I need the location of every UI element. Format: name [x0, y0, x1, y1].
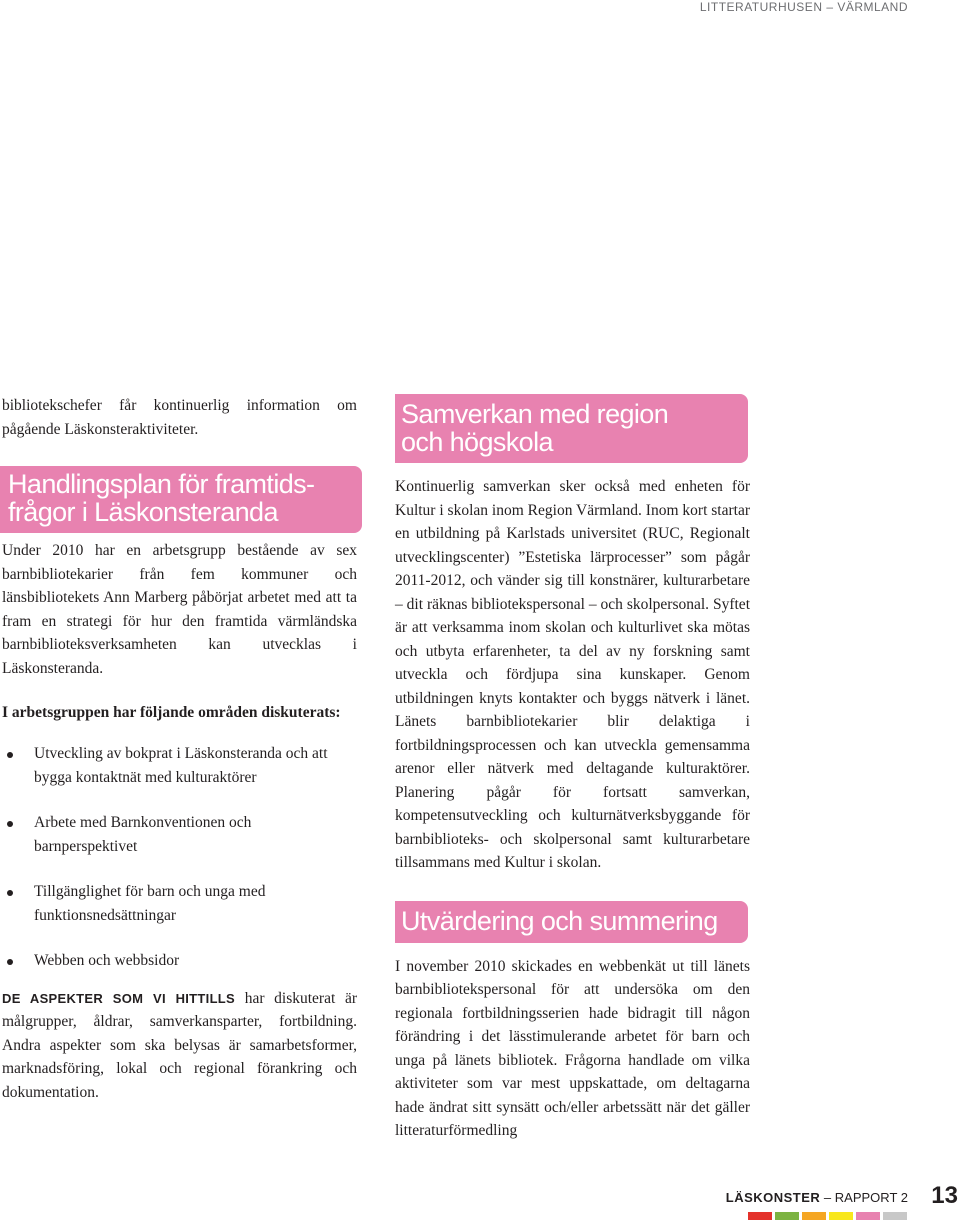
closing-text: har diskuterat är målgrupper, åldrar, samverkansparter, fortbildning. Andra aspekter som ska belysas är samarbetsformer, marknadsföring, lokal och regional förankring och dokumentation.	[2, 989, 357, 1101]
closing-paragraph	[2, 987, 357, 1105]
samverkan-paragraph: Kontinuerlig samverkan sker också med enheten för Kultur i skolan inom Region Värmland. Inom kort startar en utbildning på Karlstads universitet (RUC, Regionalt utvecklingscenter) ”Estetiska lärprocesser” som pågår 2011-2012, och vänder sig till konstnärer, kulturarbetare – dit räknas bibliotekspersonal – och skolpersonal. Syftet är att verksamma inom skolan och kulturlivet ska mötas och utbyta erfarenheter, ta del av ny forskning samt utveckla och fördjupa sina kunskaper. Genom utbildningen knyts kontakter och byggs nätverk i länet. Länets barnbibliotekarier blir delaktiga i fortbildningsprocessen och kan utveckla gemensamma arenor eller nätverk med deltagande kulturaktörer. Planering pågår för fortsatt samverkan, kompetensutveckling och kulturnätverksbyggande för barnbiblioteks- och skolpersonal samt kulturarbetare tillsammans med Kultur i skolan.	[395, 478, 750, 871]
running-header: LITTERATURHUSEN – VÄRMLAND	[699, 0, 908, 14]
bullet-icon	[7, 821, 13, 827]
list-item	[2, 949, 357, 973]
color-stripe-segment	[856, 1212, 880, 1220]
list-item-text: Webben och webbsidor	[34, 952, 180, 969]
handlingsplan-paragraph: Under 2010 har en arbetsgrupp bestående av sex barnbibliotekarier från fem kommuner och länsbibliotekets Ann Marberg påbörjat arbetet med att ta fram en strategi för hur den framtida värmländska barnbiblioteksverksamheten kan utvecklas i Läskonsteranda.	[2, 542, 357, 677]
intro-paragraph: bibliotekschefer får kontinuerlig information om pågående Läskonsteraktiviteter.	[2, 397, 357, 438]
list-item-text: Arbete med Barnkonventionen och barnperspektivet	[34, 814, 252, 855]
left-column	[2, 394, 357, 1104]
heading-line: Samverkan med region	[401, 399, 669, 429]
footer-brand: LÄSKONSTER	[725, 1190, 821, 1205]
bullet-lead: I arbetsgruppen har följande områden diskuterats:	[2, 704, 341, 721]
footer	[726, 1190, 908, 1205]
page-number: 13	[931, 1182, 958, 1209]
color-stripe-segment	[883, 1212, 907, 1220]
list-item	[2, 880, 357, 927]
color-stripe-segment	[802, 1212, 826, 1220]
list-item-text: Tillgänglighet för barn och unga med funktionsnedsättningar	[34, 883, 266, 924]
footer-dash: –	[820, 1190, 835, 1205]
section-heading-samverkan	[395, 394, 748, 463]
heading-line: Handlingsplan för framtids-	[8, 469, 315, 499]
list-item	[2, 742, 357, 789]
list-item	[2, 811, 357, 858]
section-heading-utvardering: Utvärdering och summering	[395, 901, 748, 943]
closing-caps: DE ASPEKTER SOM VI HITTILLS	[2, 990, 236, 1006]
bullet-icon	[7, 752, 13, 758]
bullet-icon	[7, 959, 13, 965]
color-stripe-segment	[775, 1212, 799, 1220]
utvardering-paragraph: I november 2010 skickades en webbenkät ut till länets barnbibliotekspersonal för att undersöka om den regionala fortbildningsserien hade bidragit till någon förändring i det lässtimulerande arbetet för barn och unga på länets bibliotek. Frågorna handlade om vilka aktiviteter som var mest uppskattade, om deltagarna hade ändrat sitt synsätt och/eller arbetssätt när det gäller litteraturförmedling	[395, 957, 750, 1139]
color-stripe-segment	[829, 1212, 853, 1220]
color-stripe-segment	[748, 1212, 772, 1220]
section-heading-handlingsplan	[0, 466, 362, 533]
heading-line: och högskola	[401, 427, 553, 457]
heading-line: frågor i Läskonsteranda	[8, 497, 278, 527]
list-item-text: Utveckling av bokprat i Läskonsteranda och att bygga kontaktnät med kulturaktörer	[34, 745, 328, 786]
color-stripe	[748, 1212, 907, 1220]
topic-list	[2, 742, 357, 973]
right-column	[395, 394, 750, 1143]
footer-report: RAPPORT 2	[834, 1190, 908, 1205]
bullet-icon	[7, 890, 13, 896]
